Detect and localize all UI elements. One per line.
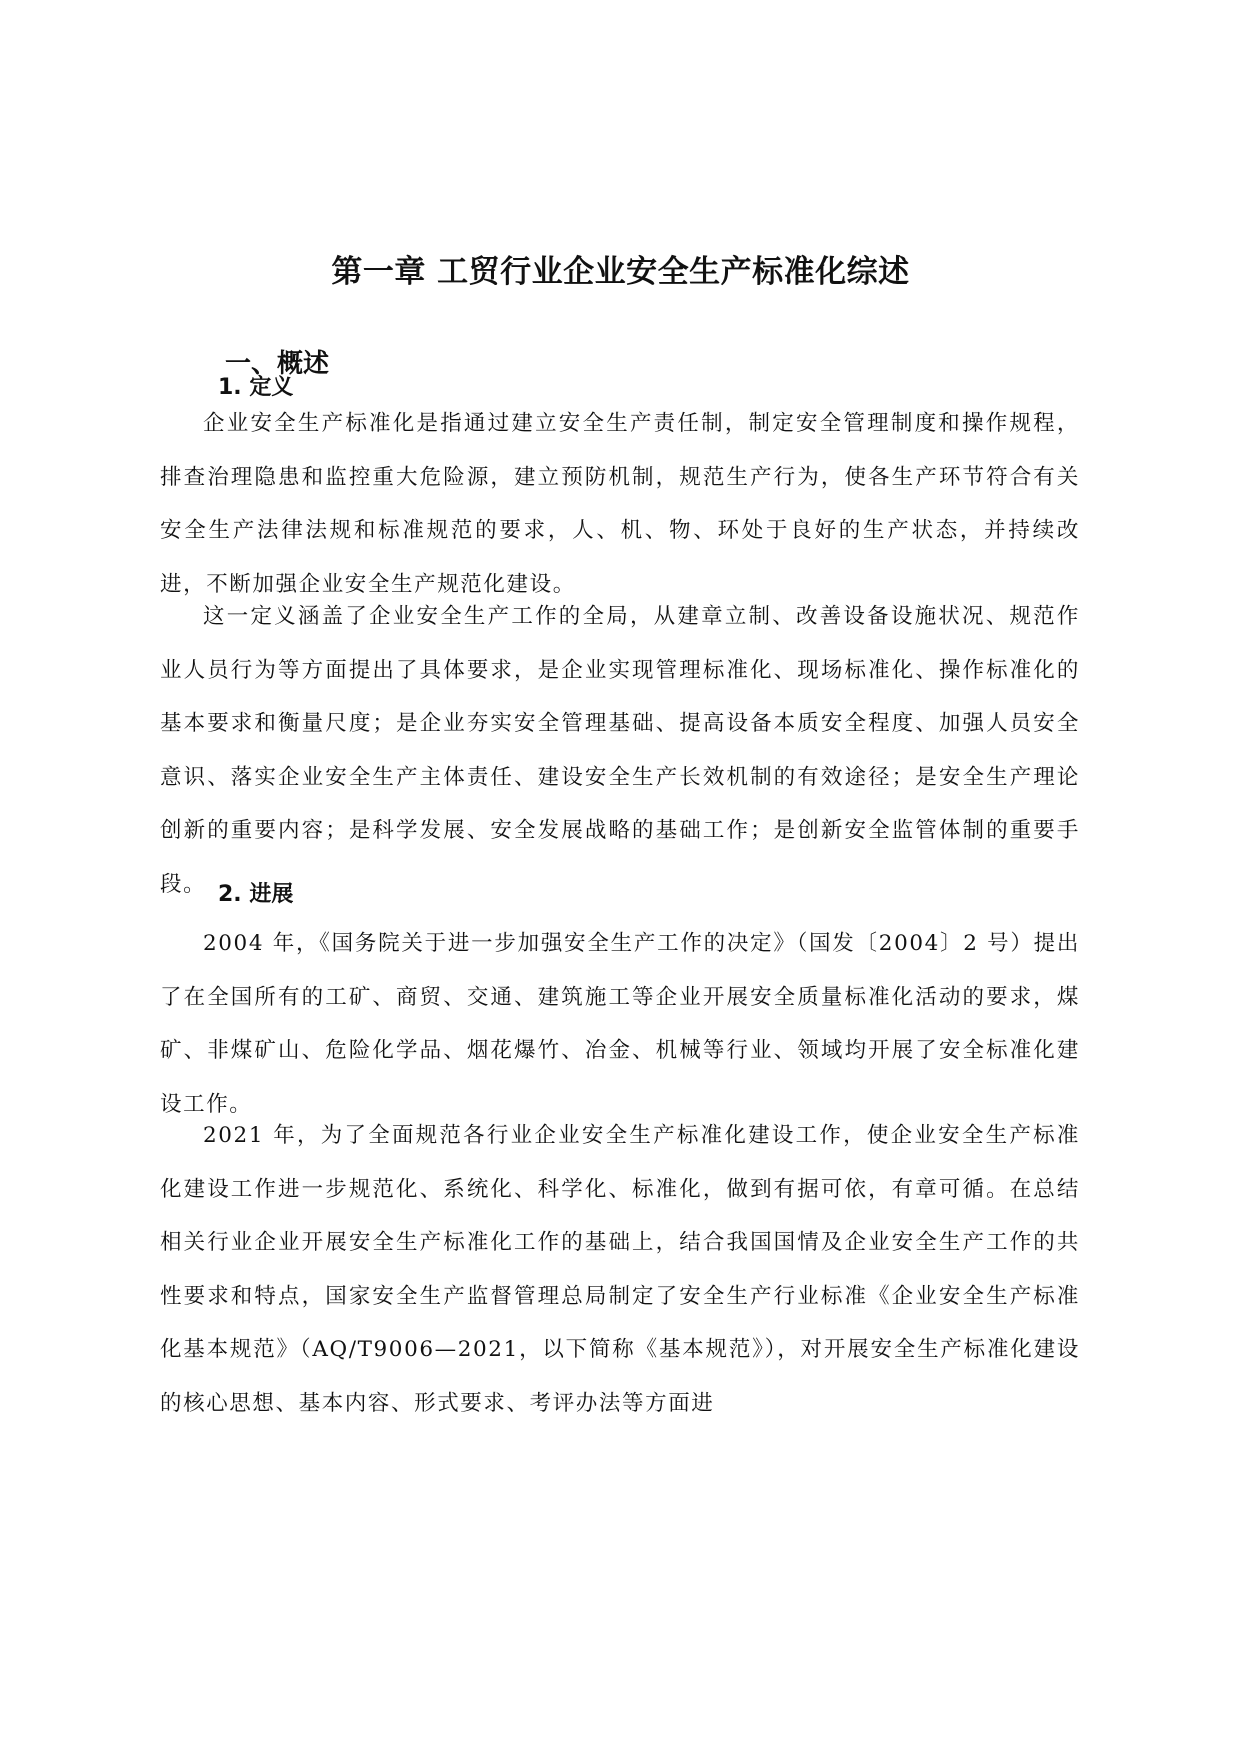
chapter-title: 第一章 工贸行业企业安全生产标准化综述 <box>331 254 910 290</box>
section-heading-overview: 一、概述 <box>225 349 330 379</box>
paragraph-definition-scope: 这一定义涵盖了企业安全生产工作的全局，从建章立制、改善设备设施状况、规范作业人员行为等方面提出了具体要求，是企业实现管理标准化、现场标准化、操作标准化的基本要求和衡量尺度；是企业夯实安全管理基础、提高设备本质安全程度、加强人员安全意识、落实企业安全生产主体责任、建设安全生产长效机制的有效途径；是安全生产理论创新的重要内容；是科学发展、安全发展战略的基础工作；是创新安全监管体制的重要手段。 <box>160 604 1080 897</box>
paragraph-progress-2004: 2004 年，《国务院关于进一步加强安全生产工作的决定》（国发〔2004〕2 号）提出了在全国所有的工矿、商贸、交通、建筑施工等企业开展安全质量标准化活动的要求，煤矿、非煤矿山、危险化学品、烟花爆竹、冶金、机械等行业、领域均开展了安全标准化建设工作。 <box>160 931 1080 1117</box>
subheading-definition: 1. 定义 <box>218 375 294 400</box>
paragraph-progress-2021: 2021 年，为了全面规范各行业企业安全生产标准化建设工作，使企业安全生产标准化建设工作进一步规范化、系统化、科学化、标准化，做到有据可依，有章可循。在总结相关行业企业开展安全生产标准化工作的基础上，结合我国国情及企业安全生产工作的共性要求和特点，国家安全生产监督管理总局制定了安全生产行业标准《企业安全生产标准化基本规范》（AQ/T9006—2021，以下简称《基本规范》），对开展安全生产标准化建设的核心思想、基本内容、形式要求、考评办法等方面进 <box>160 1123 1080 1416</box>
paragraph-definition: 企业安全生产标准化是指通过建立安全生产责任制，制定安全管理制度和操作规程，排查治理隐患和监控重大危险源，建立预防机制，规范生产行为，使各生产环节符合有关安全生产法律法规和标准规范的要求，人、机、物、环处于良好的生产状态，并持续改进，不断加强企业安全生产规范化建设。 <box>160 411 1080 597</box>
subheading-progress: 2. 进展 <box>218 882 294 907</box>
